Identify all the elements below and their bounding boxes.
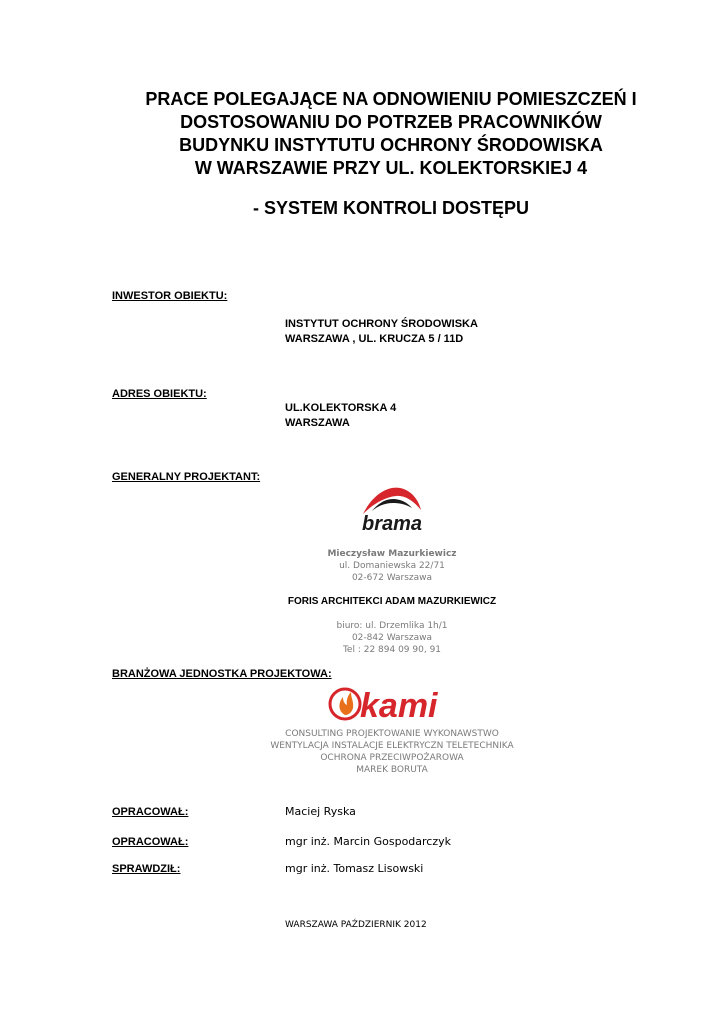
general-designer-contact: [180, 548, 604, 584]
document-subtitle: - SYSTEM KONTROLI DOSTĘPU: [252, 198, 529, 218]
kami-logo: [328, 684, 452, 724]
brama-logo-text: brama: [361, 513, 423, 534]
brama-logo: [360, 484, 424, 534]
general-designer-label: GENERALNY PROJEKTANT:: [112, 471, 261, 483]
title-line: W WARSZAWIE PRZY UL. KOLEKTORSKIEJ 4: [194, 158, 588, 178]
title-line: PRACE POLEGAJĄCE NA ODNOWIENIU POMIESZCZEŃ I: [145, 89, 637, 109]
investor-line: WARSZAWA , UL. KRUCZA 5 / 11D: [285, 333, 464, 345]
kami-logo-text: kami: [360, 687, 438, 724]
branch-unit-label: BRANŻOWA JEDNOSTKA PROJEKTOWA:: [112, 668, 332, 680]
address-line: WARSZAWA: [285, 417, 350, 429]
prepared-by-label: OPRACOWAŁ:: [112, 836, 189, 848]
address-label: ADRES OBIEKTU:: [112, 388, 207, 400]
office-street: biuro: ul. Drzemlika 1h/1: [336, 621, 448, 631]
document-title: [60, 88, 722, 180]
branch-description-line: OCHRONA PRZECIWPOŻAROWA: [320, 753, 464, 763]
designer-city: 02-672 Warszawa: [351, 573, 433, 583]
title-line: BUDYNKU INSTYTUTU OCHRONY ŚRODOWISKA: [179, 135, 603, 155]
office-phone: Tel : 22 894 09 90, 91: [342, 645, 442, 655]
prepared-by-name: mgr inż. Marcin Gospodarczyk: [285, 835, 451, 848]
investor-line: INSTYTUT OCHRONY ŚRODOWISKA: [285, 318, 478, 330]
branch-description-line: WENTYLACJA INSTALACJE ELEKTRYCZN TELETECHNIKA: [270, 741, 514, 751]
designer-name: Mieczysław Mazurkiewicz: [327, 549, 457, 559]
branch-description-line: MAREK BORUTA: [356, 765, 428, 775]
prepared-by-name: Maciej Ryska: [285, 805, 356, 818]
office-contact: [180, 620, 604, 656]
checked-by-label: SPRAWDZIŁ:: [112, 863, 181, 875]
address-value: [285, 401, 396, 431]
kami-logo-flame-icon: [339, 692, 353, 715]
branch-description-line: CONSULTING PROJEKTOWANIE WYKONAWSTWO: [285, 729, 499, 739]
address-line: UL.KOLEKTORSKA 4: [285, 402, 397, 414]
place-and-date: WARSZAWA PAŹDZIERNIK 2012: [285, 920, 427, 930]
investor-label: INWESTOR OBIEKTU:: [112, 290, 228, 302]
title-line: DOSTOSOWANIU DO POTRZEB PRACOWNIKÓW: [180, 112, 602, 132]
investor-value: [285, 317, 478, 347]
branch-unit-description: [180, 728, 604, 776]
prepared-by-label: OPRACOWAŁ:: [112, 806, 189, 818]
office-city: 02-842 Warszawa: [351, 633, 433, 643]
firm-name: FORIS ARCHITEKCI ADAM MAZURKIEWICZ: [287, 596, 497, 607]
checked-by-name: mgr inż. Tomasz Lisowski: [285, 862, 424, 875]
designer-street: ul. Domaniewska 22/71: [339, 561, 445, 571]
